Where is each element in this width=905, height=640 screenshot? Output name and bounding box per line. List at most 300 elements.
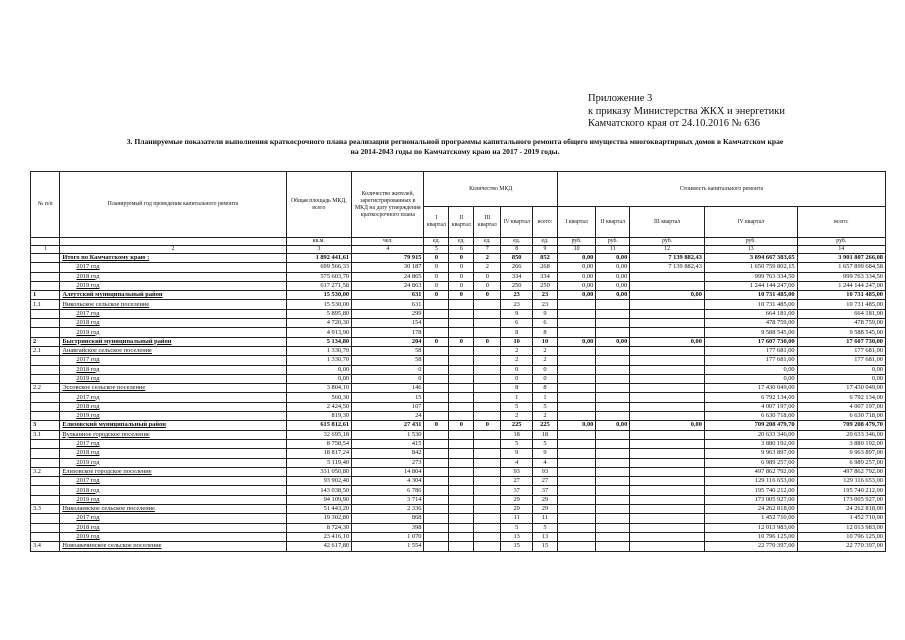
row-value-cell — [31, 281, 60, 290]
row-value-cell — [557, 458, 595, 467]
row-value-cell — [424, 402, 449, 411]
row-value-cell — [474, 374, 501, 383]
row-value-cell: 631 — [352, 291, 424, 300]
row-value-cell: 1 — [31, 291, 60, 300]
row-value-cell — [596, 523, 630, 532]
row-name-cell: 2018 год — [60, 402, 286, 411]
row-value-cell: 6 792 134,00 — [704, 393, 797, 402]
head-q1: I квартал — [424, 207, 449, 238]
row-value-cell — [596, 328, 630, 337]
row-value-cell: 2 — [501, 356, 533, 365]
row-value-cell — [596, 356, 630, 365]
row-value-cell: 177 681,00 — [704, 346, 797, 355]
table-row — [31, 421, 886, 430]
row-value-cell — [474, 356, 501, 365]
row-value-cell — [630, 300, 705, 309]
colnum-cell: 2 — [60, 246, 286, 254]
row-value-cell — [596, 365, 630, 374]
row-value-cell: 93 — [533, 467, 558, 476]
unit-cell: руб. — [630, 238, 705, 246]
row-value-cell: 79 915 — [352, 254, 424, 263]
row-value-cell: 664 181,00 — [704, 309, 797, 318]
row-value-cell: 1 — [533, 393, 558, 402]
row-value-cell: 852 — [533, 254, 558, 263]
row-value-cell: 27 — [533, 477, 558, 486]
row-value-cell: 0 — [449, 281, 474, 290]
table-body — [31, 254, 886, 552]
row-value-cell — [557, 356, 595, 365]
row-value-cell: 699 566,33 — [286, 263, 352, 272]
row-value-cell: 6 — [533, 319, 558, 328]
row-value-cell — [630, 365, 705, 374]
row-value-cell — [557, 319, 595, 328]
row-value-cell: 27 — [501, 477, 533, 486]
row-value-cell: 8 724,30 — [286, 523, 352, 532]
row-value-cell — [31, 365, 60, 374]
row-value-cell — [557, 384, 595, 393]
row-value-cell — [424, 412, 449, 421]
row-value-cell: 154 — [352, 319, 424, 328]
colnum-cell: 6 — [449, 246, 474, 254]
row-value-cell: 11 — [533, 514, 558, 523]
row-value-cell — [474, 328, 501, 337]
row-value-cell — [424, 300, 449, 309]
row-value-cell: 10 731 485,00 — [797, 291, 885, 300]
row-value-cell: 10 796 125,00 — [797, 532, 885, 541]
row-value-cell — [474, 495, 501, 504]
row-value-cell: 273 — [352, 458, 424, 467]
row-value-cell: 2 424,50 — [286, 402, 352, 411]
row-value-cell — [424, 523, 449, 532]
row-name-cell: 2018 год — [60, 449, 286, 458]
row-value-cell: 5 895,80 — [286, 309, 352, 318]
row-value-cell — [557, 467, 595, 476]
row-value-cell: 6 989 257,00 — [797, 458, 885, 467]
row-value-cell — [557, 486, 595, 495]
row-value-cell — [449, 346, 474, 355]
row-value-cell: 3.2 — [31, 467, 60, 476]
table-row — [31, 356, 886, 365]
row-value-cell: 24 863 — [352, 281, 424, 290]
row-value-cell: 6 989 257,00 — [704, 458, 797, 467]
row-value-cell — [474, 477, 501, 486]
row-value-cell — [557, 532, 595, 541]
row-value-cell: 1 330,70 — [286, 356, 352, 365]
row-value-cell — [31, 402, 60, 411]
row-value-cell: 0,00 — [557, 281, 595, 290]
colnum-cell: 12 — [630, 246, 705, 254]
row-name-cell: 2017 год — [60, 439, 286, 448]
row-value-cell: 2 — [474, 263, 501, 272]
row-name-cell: Елизовский муниципальный район — [60, 421, 286, 430]
row-value-cell: 17 607 730,00 — [797, 337, 885, 346]
row-value-cell: 9 — [533, 309, 558, 318]
row-value-cell: 2 — [474, 254, 501, 263]
row-value-cell: 29 — [533, 495, 558, 504]
row-value-cell — [630, 458, 705, 467]
row-value-cell — [630, 542, 705, 551]
row-value-cell: 0,00 — [630, 291, 705, 300]
row-name-cell: 2019 год — [60, 458, 286, 467]
row-value-cell: 8 — [533, 384, 558, 393]
head-mkd-group: Количество МКД — [424, 172, 557, 207]
row-value-cell: 9 963 897,00 — [704, 449, 797, 458]
row-value-cell — [596, 532, 630, 541]
row-value-cell: 3 901 807 266,08 — [797, 254, 885, 263]
row-value-cell: 0,00 — [286, 374, 352, 383]
row-value-cell: 0 — [424, 291, 449, 300]
row-value-cell: 23 — [501, 300, 533, 309]
row-value-cell: 3 880 192,00 — [797, 439, 885, 448]
head-q2: II квартал — [449, 207, 474, 238]
row-value-cell: 415 — [352, 439, 424, 448]
row-value-cell: 14 804 — [352, 467, 424, 476]
row-value-cell: 4 720,30 — [286, 319, 352, 328]
row-value-cell: 4 913,90 — [286, 328, 352, 337]
row-value-cell: 299 — [352, 309, 424, 318]
row-value-cell — [630, 523, 705, 532]
row-value-cell: 0 — [533, 374, 558, 383]
row-value-cell: 2 — [31, 337, 60, 346]
row-value-cell — [424, 346, 449, 355]
row-value-cell: 4 — [501, 458, 533, 467]
colnum-cell: 10 — [557, 246, 595, 254]
row-value-cell: 9 588 545,00 — [704, 328, 797, 337]
row-value-cell — [474, 505, 501, 514]
row-value-cell: 18 817,24 — [286, 449, 352, 458]
row-value-cell — [424, 319, 449, 328]
row-value-cell: 0 — [424, 263, 449, 272]
row-value-cell — [596, 467, 630, 476]
row-value-cell — [31, 319, 60, 328]
head-q3: III квартал — [474, 207, 501, 238]
table-row — [31, 365, 886, 374]
row-value-cell: 129 116 653,00 — [797, 477, 885, 486]
head-cost-q2: II квартал — [596, 207, 630, 238]
table-row — [31, 393, 886, 402]
row-value-cell — [424, 486, 449, 495]
row-value-cell — [630, 319, 705, 328]
row-value-cell — [596, 346, 630, 355]
row-name-cell: Быстринский муниципальный район — [60, 337, 286, 346]
row-value-cell: 0 — [424, 281, 449, 290]
row-value-cell — [630, 505, 705, 514]
unit-cell: ед. — [449, 238, 474, 246]
heading-line-2: на 2014-2043 годы по Камчатскому краю на 2017 - 2019 годы. — [350, 147, 560, 156]
row-value-cell: 2 336 — [352, 505, 424, 514]
row-value-cell: 225 — [533, 421, 558, 430]
colnum-cell: 14 — [797, 246, 885, 254]
row-value-cell: 4 007 197,00 — [797, 402, 885, 411]
row-value-cell: 94 109,90 — [286, 495, 352, 504]
row-value-cell: 1 530 — [352, 430, 424, 439]
row-value-cell — [596, 486, 630, 495]
row-value-cell — [449, 402, 474, 411]
row-value-cell — [596, 505, 630, 514]
row-value-cell — [424, 514, 449, 523]
row-value-cell: 2 — [501, 412, 533, 421]
row-value-cell: 0 — [449, 263, 474, 272]
table-row — [31, 486, 886, 495]
row-value-cell: 2 — [533, 356, 558, 365]
row-value-cell: 1 070 — [352, 532, 424, 541]
row-value-cell: 173 005 927,00 — [704, 495, 797, 504]
row-value-cell: 17 430 049,00 — [704, 384, 797, 393]
row-name-cell: 2019 год — [60, 495, 286, 504]
row-value-cell — [31, 514, 60, 523]
row-value-cell: 10 731 485,00 — [797, 300, 885, 309]
row-name-cell: 2019 год — [60, 328, 286, 337]
row-value-cell: 334 — [533, 272, 558, 281]
row-name-cell: Итого по Камчатскому краю : — [60, 254, 286, 263]
row-value-cell: 177 681,00 — [704, 356, 797, 365]
row-value-cell: 3 894 667 383,65 — [704, 254, 797, 263]
row-value-cell — [449, 430, 474, 439]
row-value-cell — [596, 458, 630, 467]
row-value-cell — [424, 374, 449, 383]
row-value-cell: 1 452 710,00 — [797, 514, 885, 523]
row-value-cell: 19 302,80 — [286, 514, 352, 523]
row-value-cell: 93 — [501, 467, 533, 476]
row-value-cell — [424, 477, 449, 486]
row-value-cell: 0,00 — [797, 374, 885, 383]
row-value-cell — [630, 430, 705, 439]
row-value-cell: 0,00 — [557, 272, 595, 281]
row-value-cell: 5 134,80 — [286, 337, 352, 346]
row-value-cell — [474, 523, 501, 532]
table-row — [31, 337, 886, 346]
row-value-cell — [31, 449, 60, 458]
row-value-cell: 42 617,80 — [286, 542, 352, 551]
row-value-cell — [630, 272, 705, 281]
row-value-cell: 177 681,00 — [797, 356, 885, 365]
row-name-cell: Николаевское сельское поселение — [60, 505, 286, 514]
head-total: всего: — [533, 207, 558, 238]
row-value-cell: 22 770 397,00 — [704, 542, 797, 551]
table-row — [31, 281, 886, 290]
row-value-cell: 13 — [501, 532, 533, 541]
row-value-cell: 1 452 710,00 — [704, 514, 797, 523]
row-value-cell: 0,00 — [704, 374, 797, 383]
row-value-cell: 0 — [352, 365, 424, 374]
row-value-cell: 1 892 441,61 — [286, 254, 352, 263]
row-value-cell — [31, 374, 60, 383]
row-value-cell — [596, 495, 630, 504]
row-value-cell: 331 050,80 — [286, 467, 352, 476]
row-value-cell — [596, 402, 630, 411]
row-value-cell: 10 731 485,00 — [704, 300, 797, 309]
row-value-cell — [449, 449, 474, 458]
row-value-cell — [596, 300, 630, 309]
row-value-cell: 10 — [533, 337, 558, 346]
row-value-cell — [424, 505, 449, 514]
row-value-cell: 398 — [352, 523, 424, 532]
row-value-cell — [630, 356, 705, 365]
row-value-cell: 0,00 — [596, 272, 630, 281]
row-value-cell: 58 — [352, 346, 424, 355]
row-value-cell — [31, 263, 60, 272]
row-name-cell: 2019 год — [60, 374, 286, 383]
unit-cell: ед. — [424, 238, 449, 246]
row-value-cell: 3 714 — [352, 495, 424, 504]
row-name-cell: 2017 год — [60, 514, 286, 523]
row-value-cell — [557, 374, 595, 383]
head-cost-q3: III квартал — [630, 207, 705, 238]
row-value-cell — [424, 542, 449, 551]
table-row — [31, 439, 886, 448]
row-value-cell — [424, 495, 449, 504]
row-value-cell — [596, 393, 630, 402]
row-value-cell — [31, 523, 60, 532]
row-value-cell: 0,00 — [596, 421, 630, 430]
row-value-cell: 1 244 144 247,00 — [704, 281, 797, 290]
row-value-cell: 58 — [352, 356, 424, 365]
row-name-cell: Вулканное городское поселение — [60, 430, 286, 439]
table-row — [31, 328, 886, 337]
row-value-cell: 24 262 818,00 — [797, 505, 885, 514]
row-value-cell: 0,00 — [596, 254, 630, 263]
column-numbers-row — [31, 246, 886, 254]
colnum-cell: 7 — [474, 246, 501, 254]
table-row — [31, 532, 886, 541]
row-value-cell: 6 630 718,00 — [704, 412, 797, 421]
row-value-cell — [449, 477, 474, 486]
row-value-cell: 560,30 — [286, 393, 352, 402]
row-value-cell: 9 963 897,00 — [797, 449, 885, 458]
row-value-cell — [449, 309, 474, 318]
table-row — [31, 467, 886, 476]
appendix-order: к приказу Министерства ЖКХ и энергетики — [588, 105, 785, 117]
row-name-cell: Никольское сельское поселение — [60, 300, 286, 309]
row-name-cell: 2017 год — [60, 309, 286, 318]
row-value-cell — [557, 328, 595, 337]
row-value-cell: 15 — [352, 393, 424, 402]
row-value-cell: 7 139 882,43 — [630, 263, 705, 272]
row-value-cell: 32 695,18 — [286, 430, 352, 439]
row-value-cell — [557, 542, 595, 551]
row-value-cell: 0 — [449, 337, 474, 346]
row-value-cell — [557, 477, 595, 486]
row-value-cell: 4 — [533, 458, 558, 467]
head-residents: Количество жителей, зарегистрированных в МКД на дату утверждения краткосрочного плана — [352, 172, 424, 238]
row-value-cell: 0,00 — [557, 254, 595, 263]
row-value-cell — [449, 374, 474, 383]
row-value-cell: 178 — [352, 328, 424, 337]
row-value-cell: 0,00 — [797, 365, 885, 374]
row-value-cell: 5 — [501, 402, 533, 411]
appendix-block — [588, 93, 785, 131]
row-value-cell — [449, 393, 474, 402]
row-value-cell — [630, 449, 705, 458]
row-value-cell: 23 416,10 — [286, 532, 352, 541]
row-value-cell — [424, 430, 449, 439]
table-row — [31, 263, 886, 272]
row-value-cell — [596, 542, 630, 551]
row-value-cell — [474, 384, 501, 393]
table-head — [31, 172, 886, 254]
row-value-cell: 850 — [501, 254, 533, 263]
row-value-cell — [596, 430, 630, 439]
head-cost-group: Стоимость капитального ремонта — [557, 172, 885, 207]
table-row — [31, 346, 886, 355]
row-value-cell — [557, 346, 595, 355]
row-value-cell — [630, 328, 705, 337]
row-value-cell — [449, 467, 474, 476]
row-value-cell — [424, 449, 449, 458]
row-value-cell: 24 865 — [352, 272, 424, 281]
row-value-cell — [31, 272, 60, 281]
row-value-cell: 0 — [474, 272, 501, 281]
row-value-cell — [31, 439, 60, 448]
row-value-cell: 268 — [533, 263, 558, 272]
row-value-cell: 29 — [501, 505, 533, 514]
row-value-cell — [424, 532, 449, 541]
row-value-cell: 999 763 334,50 — [797, 272, 885, 281]
row-name-cell: Алеутский муниципальный район — [60, 291, 286, 300]
table-row — [31, 254, 886, 263]
row-value-cell: 195 740 212,00 — [704, 486, 797, 495]
row-value-cell — [596, 439, 630, 448]
row-value-cell — [474, 412, 501, 421]
row-value-cell: 0,00 — [557, 263, 595, 272]
table-row — [31, 495, 886, 504]
table-row — [31, 272, 886, 281]
row-value-cell: 8 — [501, 384, 533, 393]
row-value-cell: 0,00 — [630, 337, 705, 346]
row-value-cell — [557, 505, 595, 514]
row-value-cell — [449, 458, 474, 467]
row-value-cell: 24 — [352, 412, 424, 421]
row-value-cell: 4 304 — [352, 477, 424, 486]
row-value-cell: 1 330,70 — [286, 346, 352, 355]
row-value-cell — [31, 309, 60, 318]
row-value-cell: 18 — [533, 430, 558, 439]
row-value-cell: 15 530,00 — [286, 291, 352, 300]
row-value-cell — [630, 384, 705, 393]
row-value-cell — [630, 346, 705, 355]
row-value-cell — [630, 309, 705, 318]
table-row — [31, 291, 886, 300]
row-value-cell: 478 759,00 — [704, 319, 797, 328]
table-row — [31, 449, 886, 458]
document-heading — [30, 137, 880, 157]
row-value-cell — [557, 365, 595, 374]
row-value-cell: 37 — [533, 486, 558, 495]
row-value-cell: 15 — [501, 542, 533, 551]
unit-cell: кв.м. — [286, 238, 352, 246]
row-value-cell — [449, 514, 474, 523]
row-value-cell — [449, 542, 474, 551]
row-value-cell: 5 — [501, 523, 533, 532]
row-value-cell: 0 — [449, 272, 474, 281]
head-cost-q1: I квартал — [557, 207, 595, 238]
row-name-cell: Эссовское сельское поселение — [60, 384, 286, 393]
row-value-cell — [31, 393, 60, 402]
row-value-cell: 2.1 — [31, 346, 60, 355]
row-value-cell: 0 — [474, 421, 501, 430]
row-value-cell — [449, 439, 474, 448]
row-value-cell — [557, 300, 595, 309]
row-value-cell: 0 — [449, 421, 474, 430]
row-value-cell — [630, 402, 705, 411]
row-value-cell: 0,00 — [596, 337, 630, 346]
colnum-cell: 11 — [596, 246, 630, 254]
row-value-cell: 0 — [449, 291, 474, 300]
row-value-cell: 23 — [533, 300, 558, 309]
row-value-cell — [424, 467, 449, 476]
row-value-cell: 204 — [352, 337, 424, 346]
row-value-cell: 18 — [501, 430, 533, 439]
